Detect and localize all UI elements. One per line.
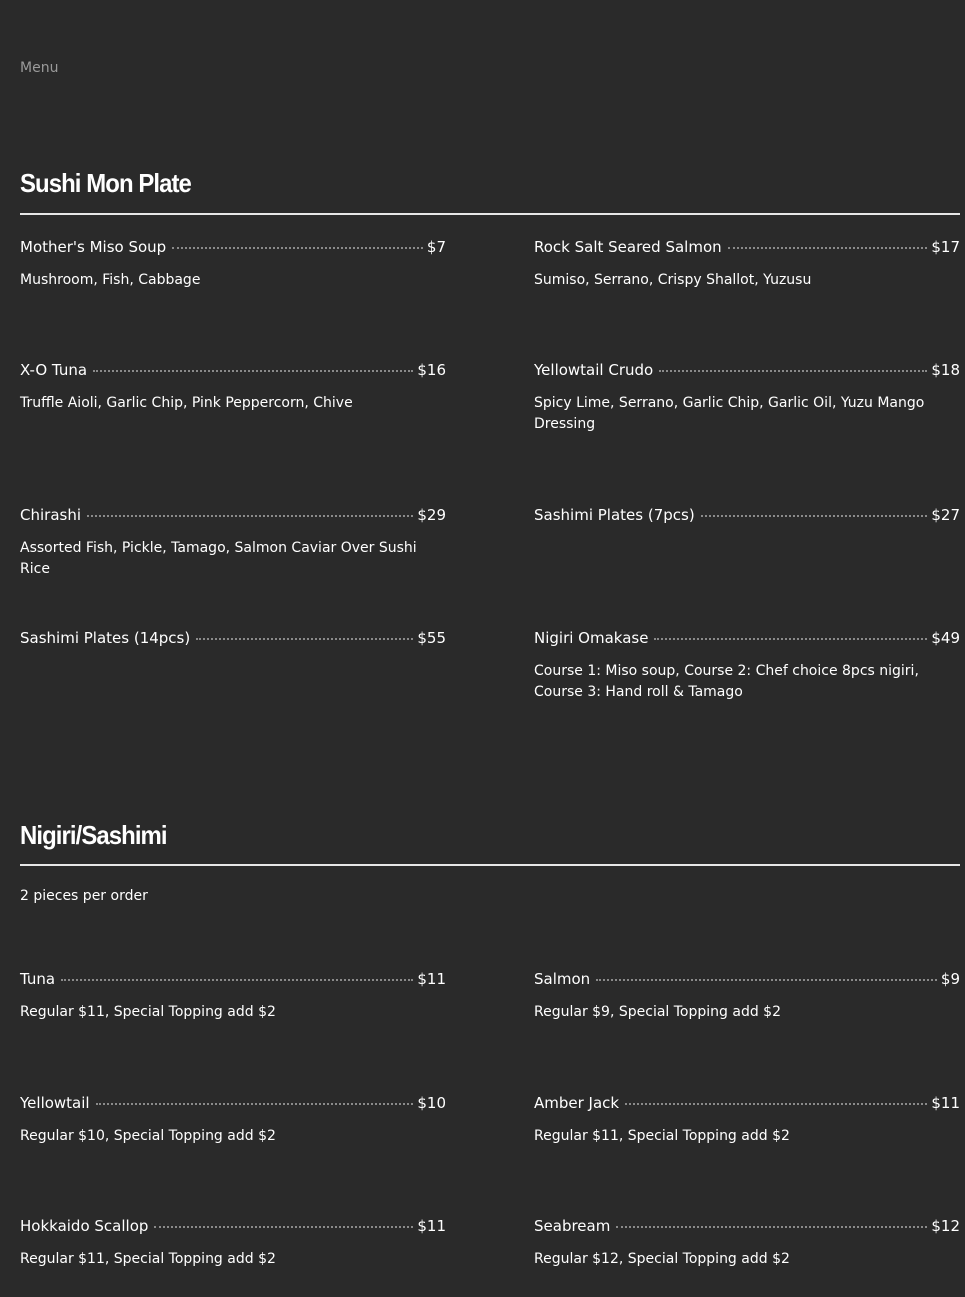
dot-leader [87,515,413,517]
item-description: Regular $11, Special Topping add $2 [534,1128,790,1144]
item-name: Rock Salt Seared Salmon [534,238,722,256]
menu-item [534,970,960,1023]
menu-item [20,506,446,580]
item-name: Seabream [534,1217,611,1235]
menu-item [534,506,960,524]
menu-item [20,629,446,647]
item-name: Yellowtail [20,1094,90,1112]
item-name: Tuna [20,970,56,988]
dot-leader [196,638,413,640]
item-price: $17 [931,238,960,256]
dot-leader [61,979,413,981]
item-name: Chirashi [20,506,81,524]
section-subtitle: 2 pieces per order [20,888,148,904]
menu-nav-link[interactable]: Menu [20,60,59,76]
dot-leader [616,1226,927,1228]
item-description: Truffle Aioli, Garlic Chip, Pink Peppercorn, Chive [20,395,353,411]
item-name: Hokkaido Scallop [20,1217,149,1235]
item-name: Salmon [534,970,591,988]
dot-leader [154,1226,413,1228]
menu-item [20,1094,446,1147]
item-name: Sashimi Plates (7pcs) [534,506,695,524]
item-price: $11 [417,1217,446,1235]
dot-leader [728,247,928,249]
menu-item [20,238,446,291]
item-description: Regular $9, Special Topping add $2 [534,1004,781,1020]
item-price: $12 [931,1217,960,1235]
menu-item [20,1217,446,1270]
section-title-sushi-mon-plate: Sushi Mon Plate [20,168,191,198]
item-price: $29 [417,506,446,524]
item-price: $27 [931,506,960,524]
dot-leader [701,515,928,517]
item-name: Amber Jack [534,1094,620,1112]
item-description: Regular $11, Special Topping add $2 [20,1251,276,1267]
menu-item [534,238,960,291]
dot-leader [96,1103,414,1105]
item-name: X-O Tuna [20,361,88,379]
item-name: Yellowtail Crudo [534,361,654,379]
dot-leader [654,638,927,640]
item-price: $7 [426,238,446,256]
item-name: Mother's Miso Soup [20,238,167,256]
menu-item [534,1217,960,1270]
dot-leader [625,1103,927,1105]
section-title-nigiri-sashimi: Nigiri/Sashimi [20,820,167,850]
dot-leader [596,979,937,981]
menu-item [534,1094,960,1147]
item-description: Course 1: Miso soup, Course 2: Chef choice 8pcs nigiri, Course 3: Hand roll & Tamago [534,663,919,700]
menu-item [534,629,960,703]
dot-leader [93,370,413,372]
item-name: Nigiri Omakase [534,629,649,647]
item-price: $11 [417,970,446,988]
item-description: Regular $12, Special Topping add $2 [534,1251,790,1267]
item-price: $55 [417,629,446,647]
item-price: $49 [931,629,960,647]
item-price: $16 [417,361,446,379]
item-price: $11 [931,1094,960,1112]
item-description: Regular $10, Special Topping add $2 [20,1128,276,1144]
menu-item [20,361,446,414]
item-name: Sashimi Plates (14pcs) [20,629,191,647]
item-price: $10 [417,1094,446,1112]
item-description: Spicy Lime, Serrano, Garlic Chip, Garlic Oil, Yuzu Mango Dressing [534,395,925,432]
item-description: Sumiso, Serrano, Crispy Shallot, Yuzusu [534,272,812,288]
item-price: $18 [931,361,960,379]
item-description: Assorted Fish, Pickle, Tamago, Salmon Caviar Over Sushi Rice [20,540,417,577]
menu-item [534,361,960,435]
item-price: $9 [940,970,960,988]
menu-item [20,970,446,1023]
section-divider [20,864,960,866]
item-description: Regular $11, Special Topping add $2 [20,1004,276,1020]
section-divider [20,213,960,215]
dot-leader [659,370,927,372]
item-description: Mushroom, Fish, Cabbage [20,272,201,288]
dot-leader [172,247,423,249]
